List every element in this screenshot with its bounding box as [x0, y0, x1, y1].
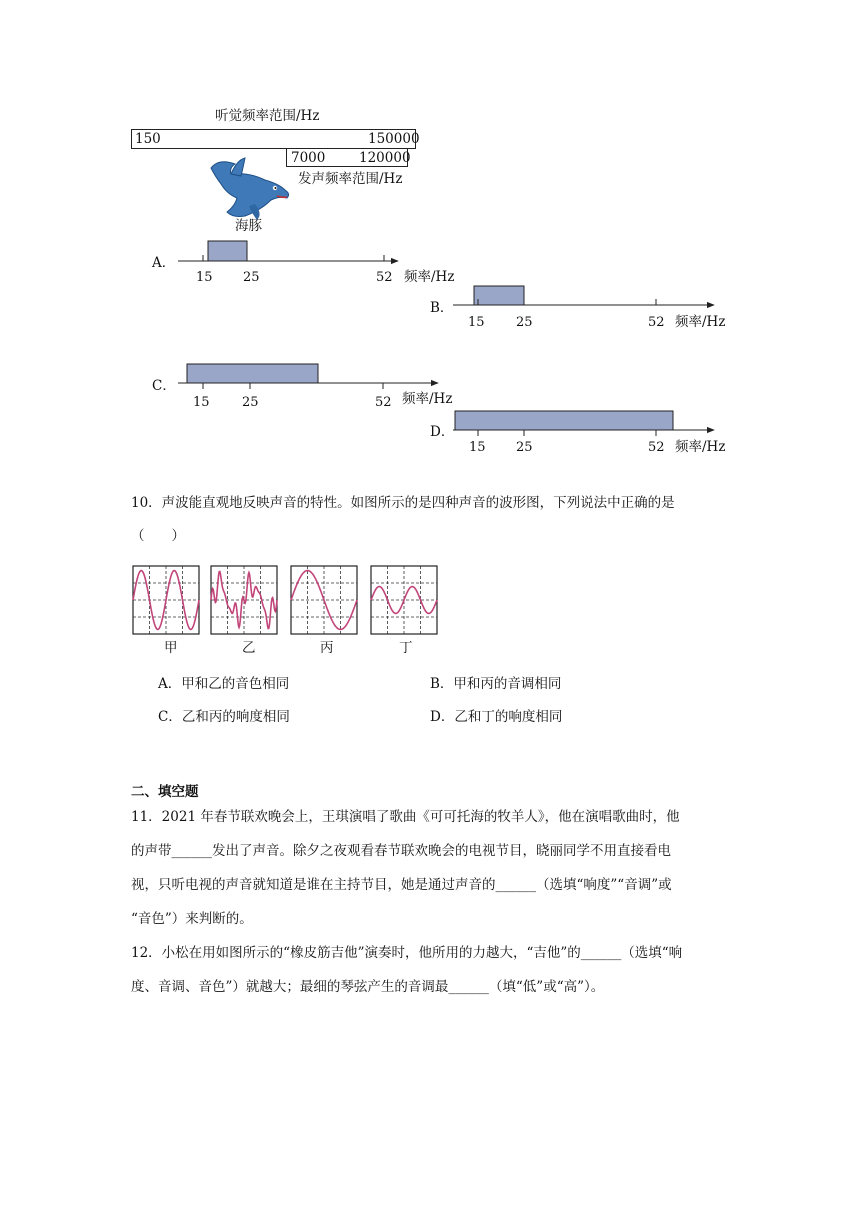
sound-range-label: 发声频率范围/Hz	[298, 171, 403, 187]
tick-label-52: 52	[375, 395, 392, 410]
q10-waveforms	[130, 564, 450, 659]
axis-unit-label: 频率/Hz	[675, 314, 726, 330]
waveform-panel-yi	[211, 566, 277, 634]
tick-label-52: 52	[648, 440, 665, 455]
axis-unit-label: 频率/Hz	[404, 269, 455, 285]
tick-label-15: 15	[468, 315, 485, 330]
option-d-letter: D．	[430, 424, 455, 440]
option-a-letter: A．	[152, 255, 176, 271]
q11-line2: 的声带______发出了声音。除夕之夜观看春节联欢晚会的电视节目，晓丽同学不用直接看电	[131, 843, 671, 859]
tick-label-25: 25	[516, 315, 533, 330]
option-c-range-bar	[187, 364, 318, 383]
tick-label-15: 15	[469, 440, 486, 455]
tick-label-15: 15	[196, 270, 213, 285]
tick-label-25: 25	[243, 270, 260, 285]
option-b-axis[interactable]	[430, 286, 725, 330]
waveform-panel-bing	[291, 566, 357, 634]
wave-label-ding: 丁	[399, 640, 413, 656]
dolphin-range-figure	[0, 0, 860, 240]
tick-label-52: 52	[376, 270, 393, 285]
q12-line2: 度、音调、音色”）就越大；最细的琴弦产生的音调最______（填“低”或“高”）。	[131, 979, 605, 995]
option-b-range-bar	[474, 286, 524, 305]
waveform-panel-jia	[133, 566, 199, 634]
q10-stem-line1: 10．声波能直观地反映声音的特性。如图所示的是四种声音的波形图，下列说法中正确的是	[131, 495, 675, 511]
q10-option-c[interactable]: C．乙和丙的响度相同	[158, 709, 290, 725]
axis-unit-label: 频率/Hz	[402, 391, 453, 407]
option-d-range-bar	[455, 411, 673, 430]
hearing-max-value: 150000	[368, 131, 420, 147]
wave-label-yi: 乙	[242, 640, 256, 656]
option-d-axis[interactable]	[430, 411, 725, 455]
q10-stem-line2: （ ）	[131, 528, 185, 544]
q11-line4: “音色”）来判断的。	[131, 911, 253, 927]
q10-option-b[interactable]: B．甲和丙的音调相同	[430, 676, 562, 692]
dolphin-caption: 海豚	[235, 218, 262, 234]
hearing-range-label: 听觉频率范围/Hz	[215, 108, 320, 124]
axis-unit-label: 频率/Hz	[675, 439, 726, 455]
hearing-min-value: 150	[135, 131, 161, 147]
q12-line1: 12．小松在用如图所示的“橡皮筋吉他”演奏时，他所用的力越大，“吉他”的______（选填“响	[131, 945, 683, 961]
q9-option-axes	[0, 235, 860, 460]
tick-label-15: 15	[193, 395, 210, 410]
q11-line3: 视，只听电视的声音就知道是谁在主持节目，她是通过声音的______（选填“响度”“音调”或	[131, 877, 672, 893]
section-heading: 二、填空题	[131, 784, 199, 800]
wave-label-bing: 丙	[320, 640, 334, 656]
tick-label-25: 25	[242, 395, 259, 410]
sound-max-value: 120000	[359, 150, 411, 166]
q10-option-a[interactable]: A．甲和乙的音色相同	[158, 676, 290, 692]
option-c-axis[interactable]	[152, 364, 452, 410]
wave-label-jia: 甲	[164, 640, 178, 656]
option-a-axis[interactable]	[151, 241, 454, 285]
q11-line1: 11．2021 年春节联欢晚会上，王琪演唱了歌曲《可可托海的牧羊人》，他在演唱歌曲时，他	[131, 809, 680, 825]
q10-option-d[interactable]: D．乙和丁的响度相同	[430, 709, 563, 725]
tick-label-25: 25	[516, 440, 533, 455]
option-a-range-bar	[208, 241, 247, 261]
option-c-letter: C．	[152, 378, 176, 394]
option-b-letter: B．	[430, 300, 454, 316]
waveform-panel-ding	[371, 566, 437, 634]
sound-min-value: 7000	[291, 150, 326, 166]
tick-label-52: 52	[648, 315, 665, 330]
dolphin-icon	[205, 154, 295, 220]
